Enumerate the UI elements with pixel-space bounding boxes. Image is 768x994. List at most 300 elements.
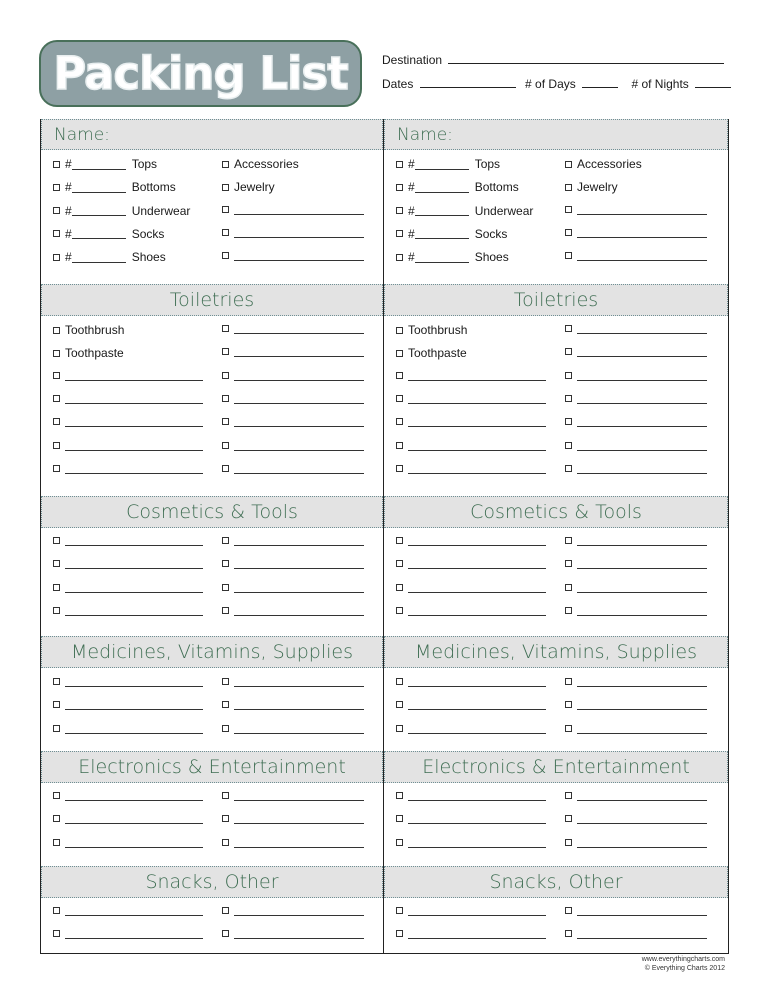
clothing-item[interactable] — [53, 204, 190, 218]
count-prefix: # — [408, 226, 415, 241]
cosmetics-item[interactable] — [565, 558, 707, 569]
checkbox[interactable] — [222, 537, 229, 544]
checkbox[interactable] — [53, 350, 60, 357]
electronics-item[interactable] — [222, 837, 364, 848]
blank-line[interactable] — [234, 813, 364, 824]
toiletries-item[interactable] — [222, 440, 364, 451]
electronics-item[interactable] — [222, 790, 364, 801]
blank-line[interactable] — [408, 393, 546, 404]
checkbox[interactable] — [565, 560, 572, 567]
cosmetics-item[interactable] — [565, 535, 707, 546]
blank-line[interactable] — [234, 440, 364, 451]
cosmetics-item[interactable] — [222, 535, 364, 546]
snacks-item[interactable] — [396, 928, 546, 939]
cosmetics-item[interactable] — [222, 558, 364, 569]
checkbox[interactable] — [222, 839, 229, 846]
toiletries-item[interactable] — [396, 323, 467, 337]
checkbox[interactable] — [565, 325, 572, 332]
clothing-right-item[interactable] — [565, 250, 707, 261]
electronics-item[interactable] — [53, 813, 203, 824]
clothing-item[interactable] — [53, 180, 176, 194]
checkbox[interactable] — [565, 792, 572, 799]
blank-line[interactable] — [577, 370, 707, 381]
blank-line[interactable] — [577, 790, 707, 801]
electronics-item[interactable] — [565, 813, 707, 824]
checkbox[interactable] — [396, 350, 403, 357]
toiletries-item[interactable] — [222, 346, 364, 357]
blank-line[interactable] — [408, 535, 546, 546]
checkbox[interactable] — [565, 930, 572, 937]
destination-label: Destination — [382, 53, 443, 67]
clothing-right-item[interactable] — [565, 157, 642, 171]
clothing-right-item[interactable] — [565, 227, 707, 238]
medicines-item[interactable] — [396, 723, 546, 734]
clothing-right-item[interactable] — [222, 227, 364, 238]
checkbox[interactable] — [222, 792, 229, 799]
blank-line[interactable] — [234, 250, 364, 261]
checkbox[interactable] — [53, 678, 60, 685]
checkbox[interactable] — [396, 537, 403, 544]
blank-line[interactable] — [65, 813, 203, 824]
blank-line[interactable] — [65, 416, 203, 427]
checkbox[interactable] — [53, 701, 60, 708]
toiletries-item[interactable] — [396, 440, 546, 451]
checkbox[interactable] — [222, 678, 229, 685]
checkbox[interactable] — [222, 325, 229, 332]
count-field[interactable] — [72, 182, 126, 193]
medicines-item[interactable] — [222, 676, 364, 687]
toiletries-item[interactable] — [53, 323, 124, 337]
blank-line[interactable] — [577, 346, 707, 357]
blank-line[interactable] — [234, 204, 364, 215]
blank-line[interactable] — [65, 790, 203, 801]
checkbox[interactable] — [53, 537, 60, 544]
electronics-item[interactable] — [222, 813, 364, 824]
blank-line[interactable] — [408, 699, 546, 710]
toiletries-item[interactable] — [396, 463, 546, 474]
checkbox[interactable] — [396, 607, 403, 614]
clothing-item[interactable] — [396, 250, 509, 264]
checkbox[interactable] — [222, 418, 229, 425]
checkbox[interactable] — [396, 815, 403, 822]
checkbox[interactable] — [222, 584, 229, 591]
blank-line[interactable] — [577, 227, 707, 238]
checkbox[interactable] — [396, 725, 403, 732]
blank-line[interactable] — [65, 676, 203, 687]
snacks-item[interactable] — [222, 928, 364, 939]
checkbox[interactable] — [53, 725, 60, 732]
medicines-item[interactable] — [565, 699, 707, 710]
checkbox[interactable] — [565, 725, 572, 732]
cosmetics-item[interactable] — [222, 605, 364, 616]
cosmetics-item[interactable] — [53, 605, 203, 616]
clothing-right-item[interactable] — [222, 204, 364, 215]
electronics-item[interactable] — [396, 837, 546, 848]
blank-line[interactable] — [408, 928, 546, 939]
cosmetics-item[interactable] — [396, 535, 546, 546]
checkbox[interactable] — [53, 815, 60, 822]
checkbox[interactable] — [222, 442, 229, 449]
medicines-item[interactable] — [222, 723, 364, 734]
blank-line[interactable] — [234, 723, 364, 734]
count-prefix: # — [65, 226, 72, 241]
snacks-item[interactable] — [222, 905, 364, 916]
checkbox[interactable] — [565, 348, 572, 355]
checkbox[interactable] — [565, 815, 572, 822]
checkbox[interactable] — [565, 229, 572, 236]
blank-line[interactable] — [65, 928, 203, 939]
cosmetics-item[interactable] — [396, 582, 546, 593]
checkbox[interactable] — [396, 184, 403, 191]
count-field[interactable] — [72, 228, 126, 239]
count-field[interactable] — [72, 159, 126, 170]
checkbox[interactable] — [396, 930, 403, 937]
toiletries-item[interactable] — [222, 323, 364, 334]
toiletries-item[interactable] — [53, 346, 124, 360]
blank-line[interactable] — [234, 558, 364, 569]
blank-line[interactable] — [234, 227, 364, 238]
nights-field[interactable] — [695, 76, 731, 88]
medicines-item[interactable] — [222, 699, 364, 710]
checkbox[interactable] — [396, 701, 403, 708]
days-field[interactable] — [582, 76, 618, 88]
item-label: Jewelry — [234, 180, 275, 195]
checkbox[interactable] — [565, 206, 572, 213]
toiletries-item[interactable] — [565, 370, 707, 381]
blank-line[interactable] — [234, 928, 364, 939]
count-field[interactable] — [415, 228, 469, 239]
cosmetics-item[interactable] — [396, 558, 546, 569]
medicines-item[interactable] — [396, 699, 546, 710]
blank-line[interactable] — [408, 790, 546, 801]
blank-line[interactable] — [408, 813, 546, 824]
medicines-item[interactable] — [565, 723, 707, 734]
electronics-item[interactable] — [396, 790, 546, 801]
checkbox[interactable] — [565, 161, 572, 168]
checkbox[interactable] — [565, 395, 572, 402]
blank-line[interactable] — [408, 605, 546, 616]
toiletries-item[interactable] — [565, 416, 707, 427]
blank-line[interactable] — [577, 323, 707, 334]
checkbox[interactable] — [222, 372, 229, 379]
blank-line[interactable] — [577, 463, 707, 474]
blank-line[interactable] — [65, 723, 203, 734]
checkbox[interactable] — [222, 607, 229, 614]
checkbox[interactable] — [565, 418, 572, 425]
blank-line[interactable] — [234, 790, 364, 801]
blank-line[interactable] — [234, 582, 364, 593]
cosmetics-item[interactable] — [565, 582, 707, 593]
clothing-item[interactable] — [53, 227, 164, 241]
blank-line[interactable] — [65, 699, 203, 710]
snacks-item[interactable] — [53, 928, 203, 939]
checkbox[interactable] — [396, 161, 403, 168]
checkbox[interactable] — [222, 907, 229, 914]
checkbox[interactable] — [53, 584, 60, 591]
checkbox[interactable] — [222, 815, 229, 822]
checkbox[interactable] — [53, 327, 60, 334]
checkbox[interactable] — [222, 560, 229, 567]
blank-line[interactable] — [234, 323, 364, 334]
blank-line[interactable] — [234, 699, 364, 710]
toiletries-item[interactable] — [53, 463, 203, 474]
blank-line[interactable] — [577, 582, 707, 593]
blank-line[interactable] — [65, 582, 203, 593]
blank-line[interactable] — [65, 370, 203, 381]
clothing-item[interactable] — [396, 227, 507, 241]
checkbox[interactable] — [53, 184, 60, 191]
toiletries-item[interactable] — [396, 370, 546, 381]
blank-line[interactable] — [577, 440, 707, 451]
nights-label: # of Nights — [631, 77, 689, 91]
electronics-item[interactable] — [396, 813, 546, 824]
checkbox[interactable] — [53, 207, 60, 214]
dates-field[interactable] — [420, 76, 516, 88]
blank-line[interactable] — [234, 463, 364, 474]
blank-line[interactable] — [408, 676, 546, 687]
checkbox[interactable] — [222, 395, 229, 402]
snacks-item[interactable] — [53, 905, 203, 916]
blank-line[interactable] — [577, 393, 707, 404]
cosmetics-item[interactable] — [53, 582, 203, 593]
blank-line[interactable] — [408, 416, 546, 427]
blank-line[interactable] — [234, 346, 364, 357]
clothing-item[interactable] — [396, 157, 500, 171]
blank-line[interactable] — [577, 558, 707, 569]
blank-line[interactable] — [65, 393, 203, 404]
clothing-right-item[interactable] — [222, 180, 275, 194]
blank-line[interactable] — [577, 250, 707, 261]
name-band: Name: — [41, 119, 383, 150]
checkbox[interactable] — [222, 184, 229, 191]
checkbox[interactable] — [53, 230, 60, 237]
checkbox[interactable] — [53, 607, 60, 614]
medicines-item[interactable] — [53, 676, 203, 687]
count-prefix: # — [408, 250, 415, 265]
blank-line[interactable] — [577, 723, 707, 734]
checkbox[interactable] — [222, 725, 229, 732]
toiletries-item[interactable] — [53, 440, 203, 451]
count-field[interactable] — [415, 205, 469, 216]
clothing-item[interactable] — [53, 157, 157, 171]
count-field[interactable] — [72, 252, 126, 263]
checkbox[interactable] — [53, 418, 60, 425]
toiletries-item[interactable] — [53, 393, 203, 404]
title-badge — [39, 40, 362, 107]
checkbox[interactable] — [565, 184, 572, 191]
checkbox[interactable] — [396, 839, 403, 846]
clothing-right-item[interactable] — [222, 157, 299, 171]
blank-line[interactable] — [234, 370, 364, 381]
checkbox[interactable] — [396, 560, 403, 567]
blank-line[interactable] — [577, 605, 707, 616]
checkbox[interactable] — [53, 372, 60, 379]
item-label: Bottoms — [474, 180, 519, 195]
checkbox[interactable] — [222, 701, 229, 708]
checkbox[interactable] — [53, 465, 60, 472]
checkbox[interactable] — [396, 584, 403, 591]
snacks-item[interactable] — [565, 928, 707, 939]
blank-line[interactable] — [577, 699, 707, 710]
blank-line[interactable] — [577, 535, 707, 546]
blank-line[interactable] — [408, 723, 546, 734]
checkbox[interactable] — [53, 560, 60, 567]
checkbox[interactable] — [53, 930, 60, 937]
checkbox[interactable] — [565, 465, 572, 472]
blank-line[interactable] — [65, 558, 203, 569]
checkbox[interactable] — [565, 839, 572, 846]
cosmetics-item[interactable] — [565, 605, 707, 616]
clothing-right-item[interactable] — [565, 204, 707, 215]
checkbox[interactable] — [565, 372, 572, 379]
checkbox[interactable] — [53, 254, 60, 261]
checkbox[interactable] — [222, 229, 229, 236]
checkbox[interactable] — [565, 678, 572, 685]
blank-line[interactable] — [408, 582, 546, 593]
checkbox[interactable] — [222, 348, 229, 355]
blank-line[interactable] — [408, 558, 546, 569]
checkbox[interactable] — [565, 607, 572, 614]
toiletries-item[interactable] — [396, 393, 546, 404]
checkbox[interactable] — [53, 442, 60, 449]
item-label: Accessories — [234, 157, 299, 171]
electronics-item[interactable] — [565, 837, 707, 848]
cosmetics-band: Cosmetics & Tools — [41, 496, 383, 528]
toiletries-item[interactable] — [222, 463, 364, 474]
blank-line[interactable] — [408, 440, 546, 451]
medicines-item[interactable] — [396, 676, 546, 687]
checkbox[interactable] — [396, 207, 403, 214]
checkbox[interactable] — [222, 161, 229, 168]
item-label: Toothpaste — [65, 346, 124, 361]
checkbox[interactable] — [396, 372, 403, 379]
checkbox[interactable] — [565, 907, 572, 914]
blank-line[interactable] — [577, 905, 707, 916]
blank-line[interactable] — [408, 370, 546, 381]
destination-field[interactable] — [448, 52, 724, 64]
medicines-item[interactable] — [565, 676, 707, 687]
toiletries-item[interactable] — [396, 346, 467, 360]
checkbox[interactable] — [396, 254, 403, 261]
checkbox[interactable] — [222, 252, 229, 259]
checkbox[interactable] — [53, 907, 60, 914]
checkbox[interactable] — [565, 584, 572, 591]
item-label: Shoes — [474, 250, 509, 265]
checkbox[interactable] — [565, 701, 572, 708]
count-field[interactable] — [415, 159, 469, 170]
toiletries-item[interactable] — [222, 393, 364, 404]
blank-line[interactable] — [234, 605, 364, 616]
checkbox[interactable] — [222, 930, 229, 937]
count-field[interactable] — [72, 205, 126, 216]
clothing-item[interactable] — [53, 250, 166, 264]
blank-line[interactable] — [234, 905, 364, 916]
blank-line[interactable] — [577, 676, 707, 687]
checkbox[interactable] — [565, 537, 572, 544]
blank-line[interactable] — [234, 837, 364, 848]
clothing-right-item[interactable] — [565, 180, 618, 194]
blank-line[interactable] — [65, 905, 203, 916]
blank-line[interactable] — [65, 535, 203, 546]
blank-line[interactable] — [234, 535, 364, 546]
blank-line[interactable] — [234, 393, 364, 404]
blank-line[interactable] — [577, 416, 707, 427]
checkbox[interactable] — [396, 907, 403, 914]
toiletries-item[interactable] — [222, 370, 364, 381]
cosmetics-item[interactable] — [53, 535, 203, 546]
blank-line[interactable] — [234, 416, 364, 427]
count-field[interactable] — [415, 252, 469, 263]
checkbox[interactable] — [53, 161, 60, 168]
medicines-band: Medicines, Vitamins, Supplies — [384, 636, 728, 668]
checkbox[interactable] — [396, 230, 403, 237]
blank-line[interactable] — [408, 905, 546, 916]
checkbox[interactable] — [53, 792, 60, 799]
toiletries-item[interactable] — [396, 416, 546, 427]
cosmetics-item[interactable] — [53, 558, 203, 569]
checkbox[interactable] — [396, 465, 403, 472]
checkbox[interactable] — [396, 418, 403, 425]
medicines-item[interactable] — [53, 723, 203, 734]
toiletries-item[interactable] — [565, 323, 707, 334]
blank-line[interactable] — [65, 440, 203, 451]
checkbox[interactable] — [222, 206, 229, 213]
medicines-item[interactable] — [53, 699, 203, 710]
snacks-item[interactable] — [565, 905, 707, 916]
checkbox[interactable] — [53, 839, 60, 846]
blank-line[interactable] — [65, 837, 203, 848]
snacks-item[interactable] — [396, 905, 546, 916]
toiletries-item[interactable] — [53, 370, 203, 381]
cosmetics-item[interactable] — [222, 582, 364, 593]
blank-line[interactable] — [577, 928, 707, 939]
checkbox[interactable] — [396, 395, 403, 402]
electronics-item[interactable] — [53, 837, 203, 848]
blank-line[interactable] — [408, 837, 546, 848]
toiletries-item[interactable] — [565, 346, 707, 357]
checkbox[interactable] — [396, 442, 403, 449]
electronics-item[interactable] — [53, 790, 203, 801]
checkbox[interactable] — [222, 465, 229, 472]
blank-line[interactable] — [234, 676, 364, 687]
count-prefix: # — [408, 203, 415, 218]
checkbox[interactable] — [396, 792, 403, 799]
blank-line[interactable] — [408, 463, 546, 474]
clothing-right-item[interactable] — [222, 250, 364, 261]
blank-line[interactable] — [577, 837, 707, 848]
checkbox[interactable] — [396, 678, 403, 685]
cosmetics-item[interactable] — [396, 605, 546, 616]
clothing-item[interactable] — [396, 180, 519, 194]
toiletries-item[interactable] — [565, 463, 707, 474]
toiletries-item[interactable] — [565, 440, 707, 451]
electronics-item[interactable] — [565, 790, 707, 801]
blank-line[interactable] — [577, 204, 707, 215]
checkbox[interactable] — [565, 442, 572, 449]
blank-line[interactable] — [65, 463, 203, 474]
checkbox[interactable] — [565, 252, 572, 259]
toiletries-item[interactable] — [222, 416, 364, 427]
toiletries-item[interactable] — [565, 393, 707, 404]
checkbox[interactable] — [53, 395, 60, 402]
blank-line[interactable] — [65, 605, 203, 616]
checkbox[interactable] — [396, 327, 403, 334]
blank-line[interactable] — [577, 813, 707, 824]
medicines-band: Medicines, Vitamins, Supplies — [41, 636, 383, 668]
toiletries-item[interactable] — [53, 416, 203, 427]
clothing-item[interactable] — [396, 204, 533, 218]
count-field[interactable] — [415, 182, 469, 193]
